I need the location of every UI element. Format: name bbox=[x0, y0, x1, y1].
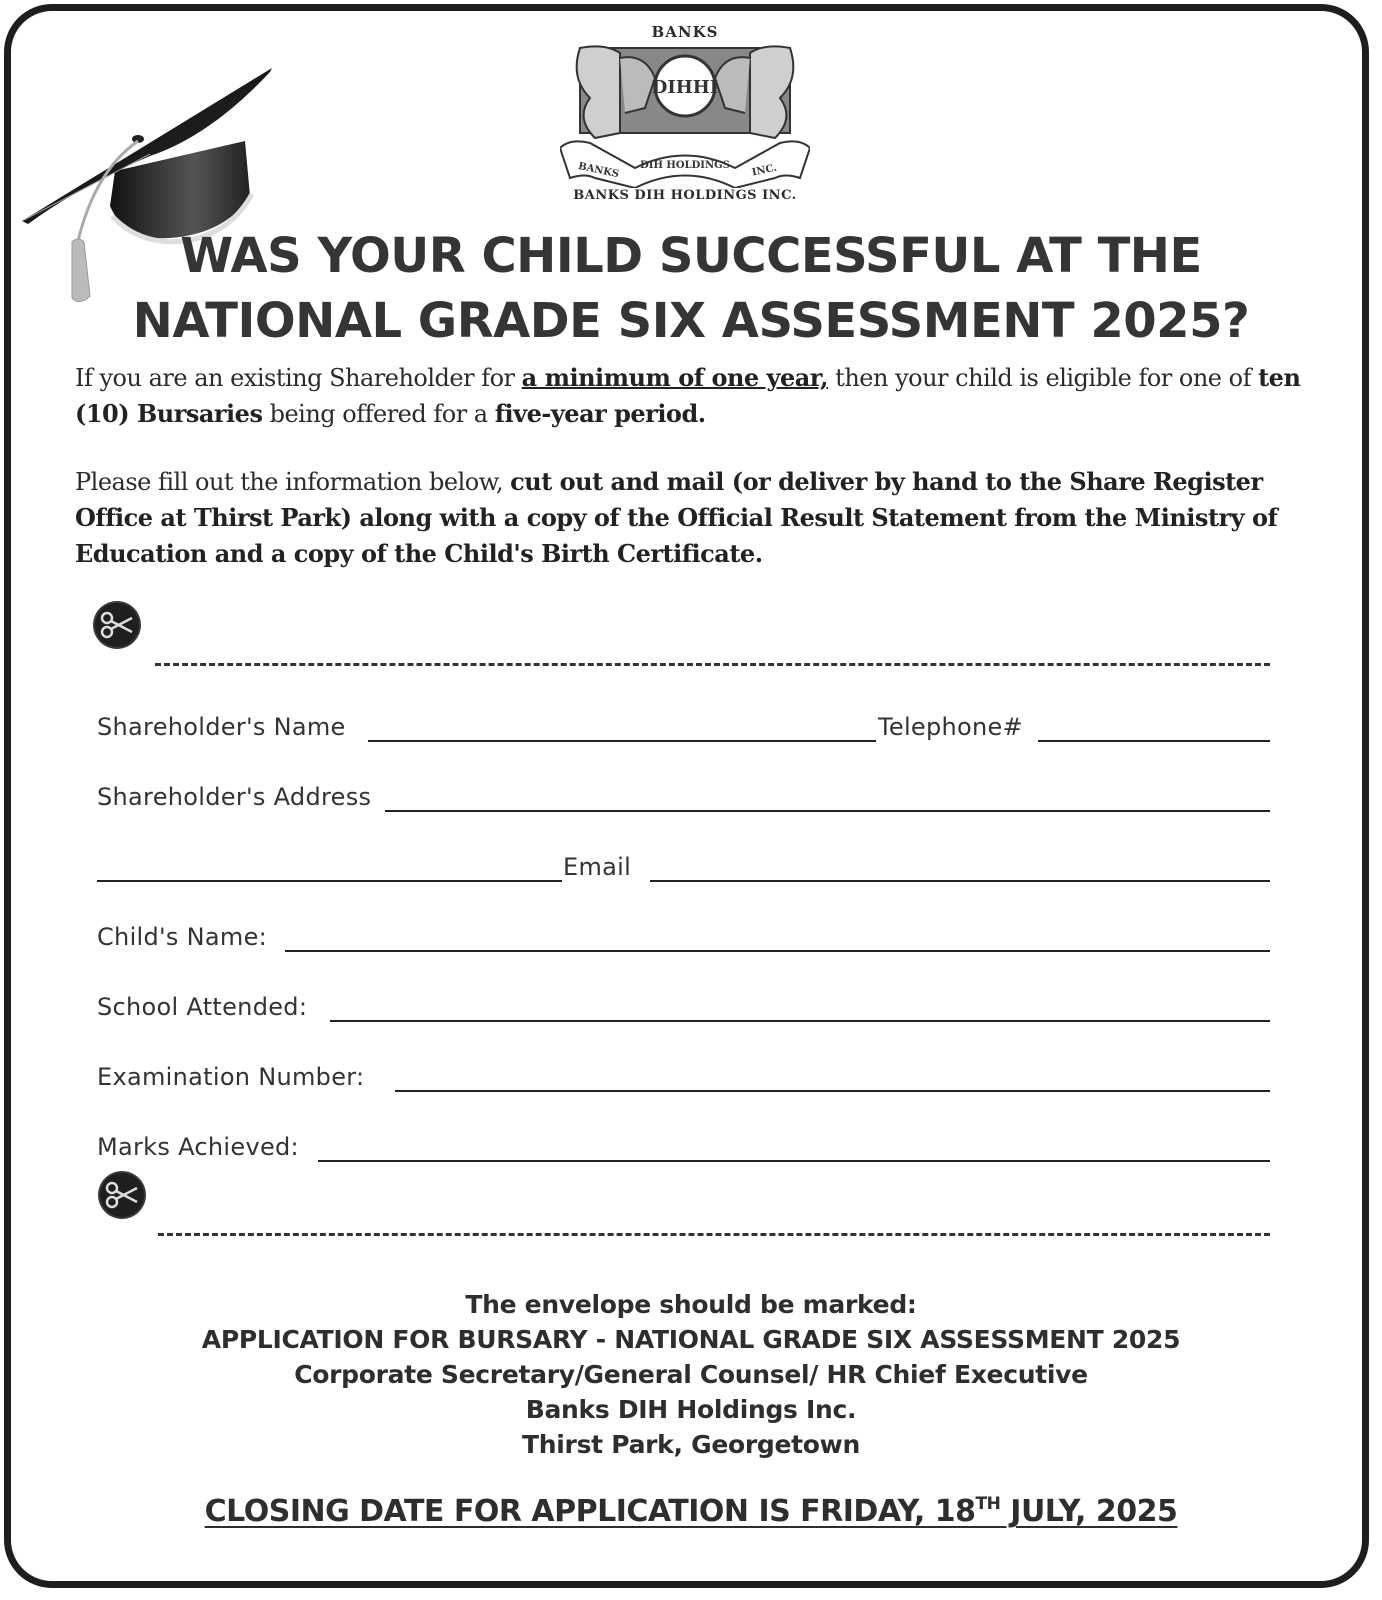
envelope-line-5: Thirst Park, Georgetown bbox=[522, 1430, 860, 1459]
envelope-line-1: The envelope should be marked: bbox=[465, 1290, 917, 1319]
ribbon-center-text: DIH HOLDINGS bbox=[640, 160, 730, 171]
child-name-label: Child's Name: bbox=[97, 923, 268, 951]
marks-label: Marks Achieved: bbox=[97, 1133, 299, 1161]
email-label: Email bbox=[563, 853, 632, 881]
logo-center-text: DIHHI bbox=[651, 77, 719, 98]
envelope-line-3: Corporate Secretary/General Counsel/ HR Chief Executive bbox=[294, 1360, 1088, 1389]
child-name-field[interactable] bbox=[285, 950, 1270, 952]
exam-number-label: Examination Number: bbox=[97, 1063, 365, 1091]
telephone-field[interactable] bbox=[1038, 740, 1270, 742]
cut-line-bottom bbox=[158, 1233, 1270, 1236]
scissors-icon bbox=[97, 1170, 147, 1220]
headline-line-2: NATIONAL GRADE SIX ASSESSMENT 2025? bbox=[132, 293, 1250, 349]
instructions-paragraph: Please fill out the information below, cut out and mail (or deliver by hand to the Share Register Office at Thirst Park) along with a copy of the Official Result Statement from the Ministry of Education and a copy of the Child's Birth Certificate. bbox=[75, 467, 1278, 568]
school-label: School Attended: bbox=[97, 993, 308, 1021]
closing-date: CLOSING DATE FOR APPLICATION IS FRIDAY, 18TH JULY, 2025 bbox=[204, 1494, 1178, 1529]
intro-paragraph: If you are an existing Shareholder for a minimum of one year, then your child is eligible for one of ten (10) Bursaries being offered for a five-year period. bbox=[75, 363, 1301, 428]
envelope-line-4: Banks DIH Holdings Inc. bbox=[525, 1395, 857, 1424]
envelope-line-2: APPLICATION FOR BURSARY - NATIONAL GRADE SIX ASSESSMENT 2025 bbox=[201, 1325, 1181, 1354]
address-field-line-2[interactable] bbox=[97, 880, 562, 882]
school-field[interactable] bbox=[330, 1020, 1270, 1022]
email-field[interactable] bbox=[650, 880, 1270, 882]
marks-field[interactable] bbox=[318, 1160, 1270, 1162]
address-field[interactable] bbox=[385, 810, 1270, 812]
shareholder-name-field[interactable] bbox=[368, 740, 876, 742]
ribbon-right-text: INC. bbox=[751, 162, 778, 179]
company-logo bbox=[560, 20, 810, 210]
shareholder-name-label: Shareholder's Name bbox=[97, 713, 346, 741]
crest-icon bbox=[560, 38, 810, 188]
address-label: Shareholder's Address bbox=[97, 783, 372, 811]
ribbon-left-text: BANKS bbox=[577, 160, 620, 181]
scissors-icon bbox=[92, 600, 142, 650]
telephone-label: Telephone# bbox=[878, 713, 1023, 741]
headline-line-1: WAS YOUR CHILD SUCCESSFUL AT THE bbox=[180, 228, 1202, 284]
exam-number-field[interactable] bbox=[395, 1090, 1270, 1092]
logo-top-text: BANKS bbox=[651, 23, 719, 41]
cut-line-top bbox=[155, 663, 1270, 666]
logo-bottom-text: BANKS DIH HOLDINGS INC. bbox=[573, 188, 797, 203]
